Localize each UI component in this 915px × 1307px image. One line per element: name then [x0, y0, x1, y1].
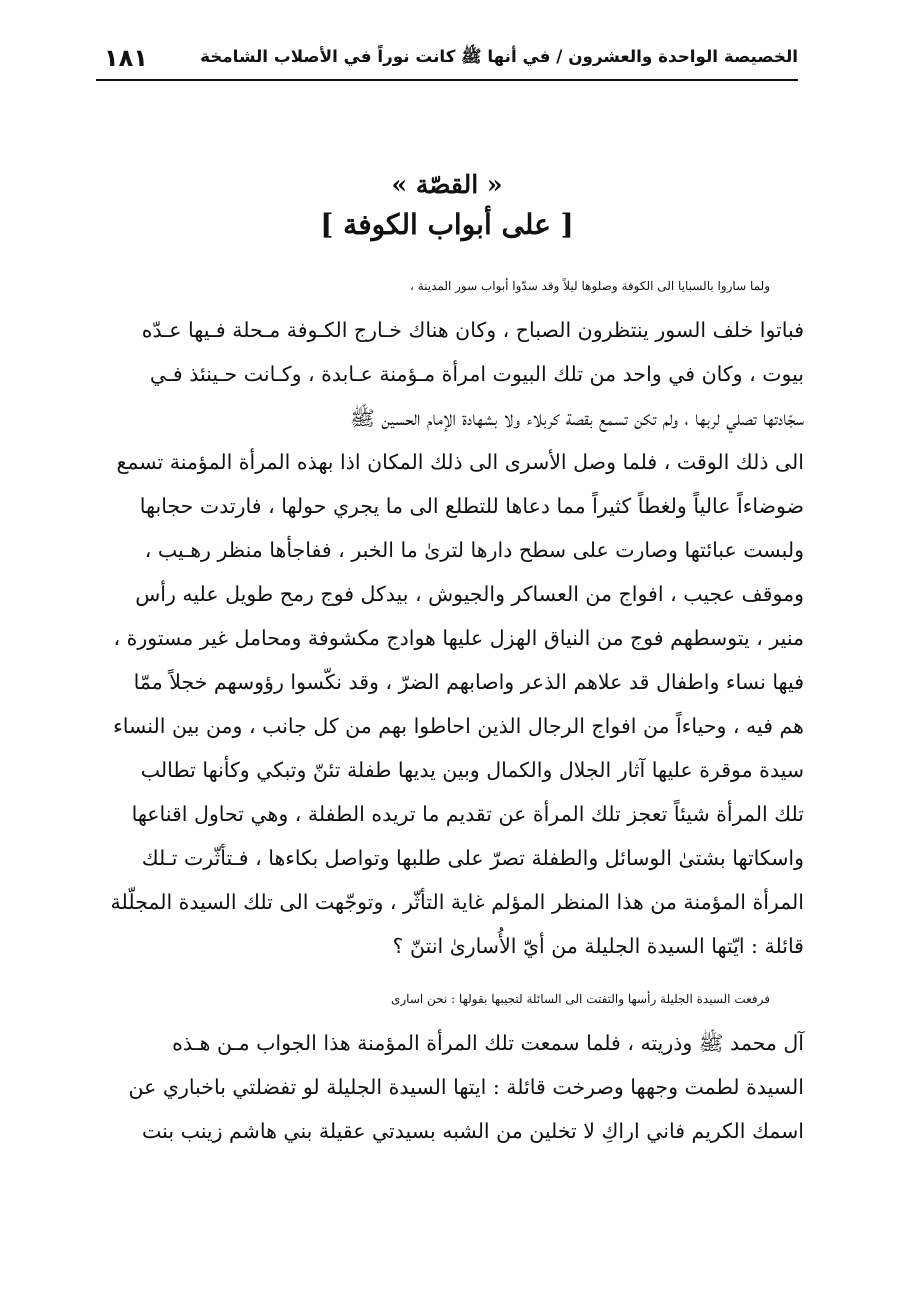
text-line: فرفعت السيدة الجليلة رأسها والتفتت الى السائلة لتجيبها بقولها : نحن اسارى — [390, 992, 770, 1006]
text-line: سيدة موقرة عليها آثار الجلال والكمال وبين يديها طفلة تئنّ وتبكي وكأنها تطالب — [140, 758, 804, 782]
text-line: هم فيه ، وحياءاً من افواج الرجال الذين احاطوا بهم من كل جانب ، ومن بين النساء — [113, 714, 804, 738]
body-text — [104, 264, 804, 1153]
text-line: السيدة لطمت وجهها وصرخت قائلة : ايتها السيدة الجليلة لو تفضلتي باخباري عن — [128, 1075, 804, 1099]
text-line: تلك المرأة شيئاً تعجز تلك المرأة عن تقديم ما تريده الطفلة ، وهي تحاول اقناعها — [131, 802, 804, 826]
page-number: ١٨١ — [104, 44, 148, 72]
text-line: منير ، يتوسطهم فوج من النياق الهزل عليها هوادج مكشوفة ومحامل غير مستورة ، — [113, 626, 804, 650]
text-line: ولبست عبائتها وصارت على سطح دارها لترىٰ ما الخبر ، ففاجأها منظر رهـيب ، — [144, 538, 804, 562]
story-heading: « القصّة » — [391, 170, 503, 199]
text-line: بيوت ، وكان في واحد من تلك البيوت امرأة مـؤمنة عـابدة ، وكـانت حـينئذ فـي — [149, 362, 804, 386]
text-line: آل محمد ﷺ وذريته ، فلما سمعت تلك المرأة المؤمنة هذا الجواب مـن هـذه — [172, 1031, 804, 1055]
text-line: واسكاتها بشتىٰ الوسائل والطفلة تصرّ على طلبها وتواصل بكاءها ، فـتأثّرت تـلك — [141, 846, 804, 870]
text-line: وموقف عجيب ، افواج من العساكر والجيوش ، بيدكل فوج رمح طويل عليه رأس — [135, 582, 804, 606]
text-line: فباتوا خلف السور ينتظرون الصباح ، وكان هناك خـارج الكـوفة مـحلة فـيها عـدّه — [141, 318, 804, 342]
text-line: اسمك الكريم فاني اراكِ لا تخلين من الشبه بسيدتي عقيلة بني هاشم زينب بنت — [142, 1119, 804, 1143]
section-title: [ على أبواب الكوفة ] — [320, 208, 574, 241]
text-line: ضوضاءاً عالياً ولغطاً كثيراً مما دعاها للتطلع الى ما يجري حولها ، فارتدت حجابها — [139, 494, 804, 518]
text-line: ولما ساروا بالسبايا الى الكوفة وصلوها ليلاً وقد سدّوا أبواب سور المدينة ، — [410, 279, 770, 293]
text-line: فيها نساء واطفال قد علاهم الذعر واصابهم الضرّ ، وقد نكّسوا رؤوسهم خجلاً ممّا — [133, 670, 804, 694]
header-rule — [96, 79, 798, 81]
text-line: المرأة المؤمنة من هذا المنظر المؤلم غاية التأثّر ، وتوجّهت الى تلك السيدة المجلّلة — [110, 890, 804, 914]
paragraph-gap — [104, 968, 804, 977]
running-title: الخصيصة الواحدة والعشرون / في أنها ﷺ كانت نوراً في الأصلاب الشامخة — [200, 46, 798, 66]
text-line: سجّادتها تصلي لربها ، ولم تكن تسمع بقصة كربلاء ولا بشهادة الإمام الحسين ﷺ — [350, 406, 804, 430]
text-line: قائلة : ايّتها السيدة الجليلة من أيّ الأُسارىٰ انتنّ ؟ — [392, 934, 804, 958]
running-header — [96, 42, 798, 76]
text-line: الى ذلك الوقت ، فلما وصل الأسرى الى ذلك المكان اذا بهذه المرأة المؤمنة تسمع — [116, 450, 804, 474]
